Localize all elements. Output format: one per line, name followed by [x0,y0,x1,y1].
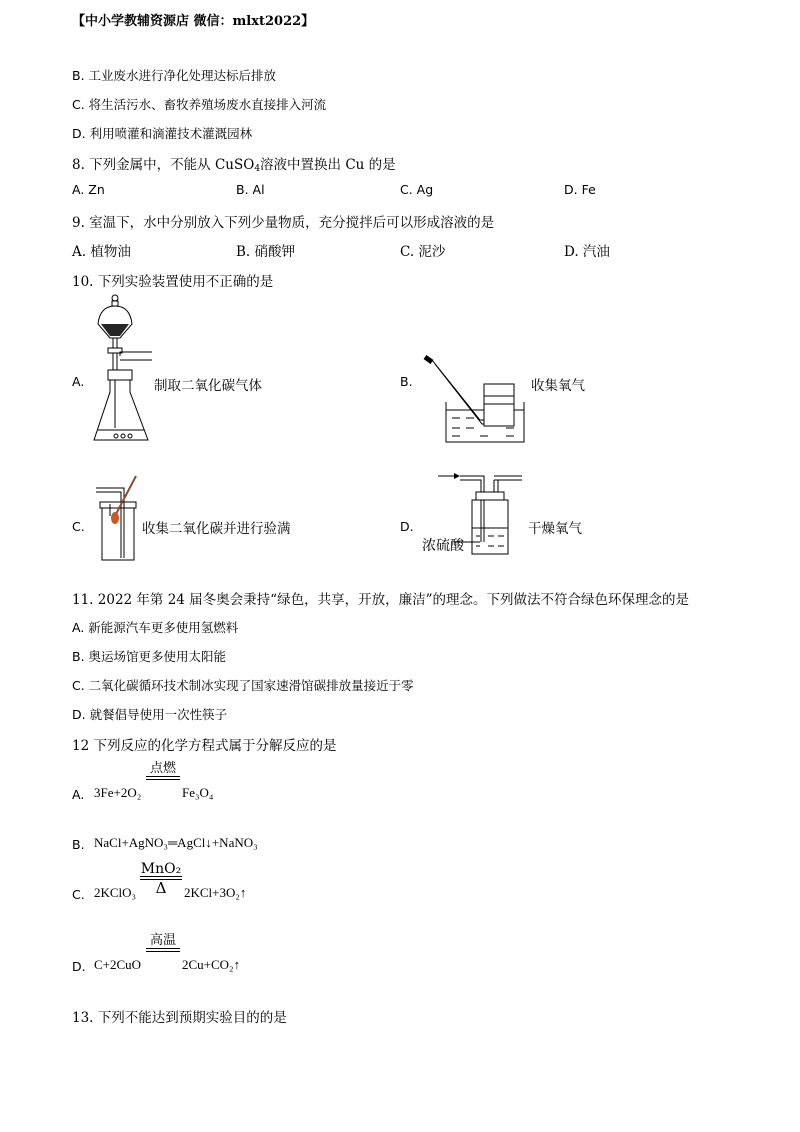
q12-b-equation: NaCl+AgNO₃═AgCl↓+NaNO₃ [94,835,258,850]
q7-option-d[interactable]: D. 利用喷灌和滴灌技术灌溉园林 [72,126,253,141]
q12-a-products: Fe₃O₄ [182,785,214,800]
q8-stem-post: 溶液中置换出 Cu 的是 [260,157,396,173]
q10-option-a-label: 制取二氧化碳气体 [154,378,262,394]
q13-stem: 13. 下列不能达到预期实验目的的是 [72,1010,287,1026]
q12-c-heat-symbol: Δ [155,879,167,897]
co2-collection-bottle-icon [94,474,144,564]
q12-option-a-letter[interactable]: A. [72,787,85,802]
q11-option-b[interactable]: B. 奥运场馆更多使用太阳能 [72,649,227,664]
q10-stem: 10. 下列实验装置使用不正确的是 [72,274,274,290]
q10-option-d-acid-label: 浓硫酸 [422,538,464,554]
q12-c-reactants: 2KClO₃ [94,885,137,900]
q8-option-d[interactable]: D. Fe [564,182,596,197]
q12-d-condition-text: 高温 [149,933,176,948]
q12-a-condition-text: 点燃 [149,761,176,776]
q12-a-reactants: 3Fe+2O₂ [94,785,142,800]
q12-c-products: 2KCl+3O₂↑ [184,885,247,900]
q12-c-condition [140,862,182,896]
q10-option-b-letter[interactable]: B. [400,374,413,389]
q7-option-b[interactable]: B. 工业废水进行净化处理达标后排放 [72,68,277,83]
q12-d-reactants: C+2CuO [94,957,142,972]
q9-option-a[interactable]: A. 植物油 [72,244,131,260]
q12-d-condition [146,934,180,952]
q9-option-d[interactable]: D. 汽油 [564,244,610,260]
q10-option-d-letter[interactable]: D. [400,519,414,534]
q9-option-b[interactable]: B. 硝酸钾 [236,244,296,260]
co2-generator-apparatus-icon [90,292,160,452]
q9-stem: 9. 室温下，水中分别放入下列少量物质，充分搅拌后可以形成溶液的是 [72,215,495,231]
q11-stem: 11. 2022 年第 24 届冬奥会秉持“绿色，共享，开放，廉洁”的理念。下列做法不符合绿色环保理念的是 [72,592,689,608]
q10-option-c-label: 收集二氧化碳并进行验满 [142,521,291,537]
q10-option-d-label: 干燥氧气 [528,521,582,537]
q7-option-c[interactable]: C. 将生活污水、畜牧养殖场废水直接排入河流 [72,97,327,112]
q8-stem [72,153,396,174]
q12-d-products: 2Cu+CO₂↑ [182,957,241,972]
q9-option-c[interactable]: C. 泥沙 [400,244,446,260]
q8-stem-sub: 4 [254,164,261,174]
q12-a-condition [146,762,180,780]
q11-option-d[interactable]: D. 就餐倡导使用一次性筷子 [72,707,228,722]
q10-option-a-letter[interactable]: A. [72,374,85,389]
q12-option-b-letter[interactable]: B. [72,837,85,852]
q12-d-equals-sign [146,948,180,952]
q11-option-a[interactable]: A. 新能源汽车更多使用氢燃料 [72,620,239,635]
q8-option-c[interactable]: C. Ag [400,182,434,197]
q8-option-b[interactable]: B. Al [236,182,265,197]
q12-c-catalyst: MnO₂ [140,861,182,877]
q10-option-b-label: 收集氧气 [531,378,585,394]
q12-option-c-letter[interactable]: C. [72,887,85,902]
q11-option-c[interactable]: C. 二氧化碳循环技术制冰实现了国家速滑馆碳排放量接近于零 [72,678,414,693]
oxygen-collection-trough-icon [420,352,530,452]
q10-option-c-letter[interactable]: C. [72,519,85,534]
q8-option-a[interactable]: A. Zn [72,182,105,197]
page-header: 【中小学教辅资源店 微信：mlxt2022】 [72,14,315,29]
q12-a-equals-sign [146,776,180,780]
q8-stem-pre: 8. 下列金属中，不能从 CuSO [72,157,255,173]
q12-stem: 12 下列反应的化学方程式属于分解反应的是 [72,738,337,754]
q12-option-d-letter[interactable]: D. [72,959,86,974]
